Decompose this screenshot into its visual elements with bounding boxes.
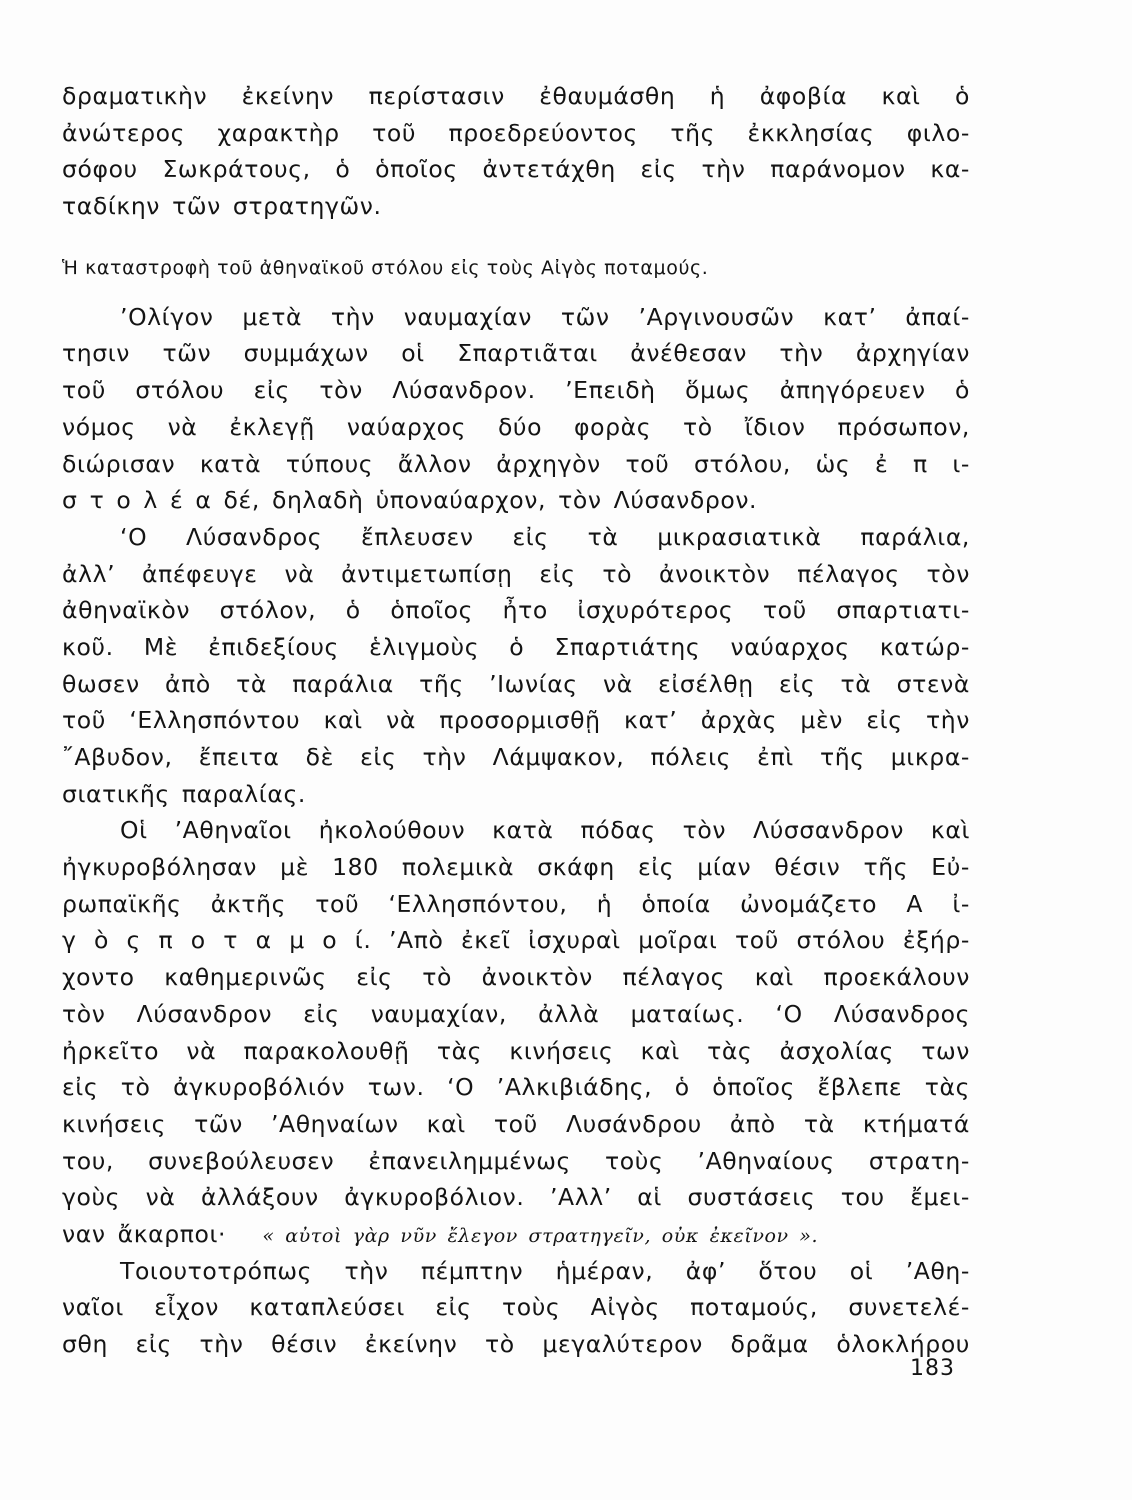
text-line: γοὺς νὰ ἀλλάξουν ἀγκυροβόλιον. ’Αλλ’ αἱ συστάσεις του ἔμει-: [62, 1183, 970, 1212]
quote-line-text: ναν ἄκαρποι·: [62, 1219, 227, 1248]
text-line: σ τ ο λ έ α δέ, δηλαδὴ ὑποναύαρχον, τὸν Λύσανδρον.: [62, 486, 758, 515]
text-line: κινήσεις τῶν ’Αθηναίων καὶ τοῦ Λυσάνδρου ἀπὸ τὰ κτήματά: [62, 1109, 970, 1138]
text-line: τησιν τῶν συμμάχων οἱ Σπαρτιᾶται ἀνέθεσαν τὴν ἀρχηγίαν: [62, 339, 970, 368]
text-line: τὸν Λύσανδρον εἰς ναυμαχίαν, ἀλλὰ ματαίως. ‘Ο Λύσανδρος: [62, 999, 970, 1028]
text-line: θωσεν ἀπὸ τὰ παράλια τῆς ’Ιωνίας νὰ εἰσέλθῃ εἰς τὰ στενὰ: [62, 669, 970, 698]
text-line: ἠρκεῖτο νὰ παρακολουθῇ τὰς κινήσεις καὶ τὰς ἀσχολίας των: [62, 1036, 970, 1065]
text-line: Οἱ ’Αθηναῖοι ἠκολούθουν κατὰ πόδας τὸν Λύσσανδρον καὶ: [120, 816, 970, 845]
text-line: ῎Αβυδον, ἔπειτα δὲ εἰς τὴν Λάμψακον, πόλεις ἐπὶ τῆς μικρα-: [62, 743, 970, 771]
text-line: ἀνώτερος χαρακτὴρ τοῦ προεδρεύοντος τῆς ἐκκλησίας φιλο-: [62, 118, 970, 147]
text-line: ἀθηναϊκὸν στόλον, ὁ ὁποῖος ἦτο ἰσχυρότερος τοῦ σπαρτιατι-: [62, 596, 970, 625]
text-line: ἀλλ’ ἀπέφευγε νὰ ἀντιμετωπίσῃ εἰς τὸ ἀνοικτὸν πέλαγος τὸν: [62, 559, 970, 588]
text-line: χοντο καθημερινῶς εἰς τὸ ἀνοικτὸν πέλαγος καὶ προεκάλουν: [62, 963, 970, 992]
text-line: σθη εἰς τὴν θέσιν ἐκείνην τὸ μεγαλύτερον δρᾶμα ὁλοκλήρου: [62, 1330, 970, 1358]
text-line: ‘Ο Λύσανδρος ἔπλευσεν εἰς τὰ μικρασιατικὰ παράλια,: [120, 522, 970, 551]
ancient-quote: « αὐτοὶ γὰρ νῦν ἔλεγον στρατηγεῖν, οὐκ ἐκεῖνον ».: [262, 1224, 819, 1247]
page-number: 183: [910, 1356, 955, 1381]
text-line: Τοιουτοτρόπως τὴν πέμπτην ἡμέραν, ἀφ’ ὅτου οἱ ’Αθη-: [120, 1256, 970, 1285]
text-line: τοῦ στόλου εἰς τὸν Λύσανδρον. ’Επειδὴ ὅμως ἀπηγόρευεν ὁ: [62, 376, 970, 405]
text-line: κοῦ. Μὲ ἐπιδεξίους ἑλιγμοὺς ὁ Σπαρτιάτης ναύαρχος κατώρ-: [62, 632, 970, 661]
text-line: εἰς τὸ ἀγκυροβόλιόν των. ‘Ο ’Αλκιβιάδης, ὁ ὁποῖος ἔβλεπε τὰς: [62, 1073, 970, 1102]
text-line: σιατικῆς παραλίας.: [62, 779, 306, 808]
text-line: ’Ολίγον μετὰ τὴν ναυμαχίαν τῶν ’Αργινουσῶν κατ’ ἀπαί-: [120, 302, 970, 331]
text-line: σόφου Σωκράτους, ὁ ὁποῖος ἀντετάχθη εἰς τὴν παράνομον κα-: [62, 155, 970, 184]
text-line: δραματικὴν ἐκείνην περίστασιν ἐθαυμάσθη ἡ ἀφοβία καὶ ὁ: [62, 82, 970, 110]
text-line: διώρισαν κατὰ τύπους ἄλλον ἀρχηγὸν τοῦ στόλου, ὡς ἐ π ι-: [62, 449, 970, 478]
section-heading: Ἡ καταστροφὴ τοῦ ἀθηναϊκοῦ στόλου εἰς τοὺς Αἰγὸς ποταμούς.: [62, 256, 709, 279]
text-line: του, συνεβούλευσεν ἐπανειλημμένως τοὺς ’Αθηναίους στρατη-: [62, 1146, 970, 1175]
text-line: ναῖοι εἶχον καταπλεύσει εἰς τοὺς Αἰγὸς ποταμούς, συνετελέ-: [62, 1293, 970, 1322]
text-line: τοῦ ‘Ελλησπόντου καὶ νὰ προσορμισθῇ κατ’ ἀρχὰς μὲν εἰς τὴν: [62, 706, 970, 735]
text-block: [62, 78, 970, 1363]
text-line: ἠγκυροβόλησαν μὲ 180 πολεμικὰ σκάφη εἰς μίαν θέσιν τῆς Εὐ-: [62, 853, 970, 882]
text-line-with-quote: [62, 1216, 970, 1253]
text-line: γ ὸ ς π ο τ α μ ο ί. ’Απὸ ἐκεῖ ἰσχυραὶ μοῖραι τοῦ στόλου ἐξήρ-: [62, 926, 970, 955]
text-line: νόμος νὰ ἐκλεγῇ ναύαρχος δύο φορὰς τὸ ἴδιον πρόσωπον,: [62, 412, 970, 441]
text-line: ρωπαϊκῆς ἀκτῆς τοῦ ‘Ελλησπόντου, ἡ ὁποία ὠνομάζετο Α ἰ-: [62, 889, 970, 918]
text-line: ταδίκην τῶν στρατηγῶν.: [62, 192, 382, 221]
